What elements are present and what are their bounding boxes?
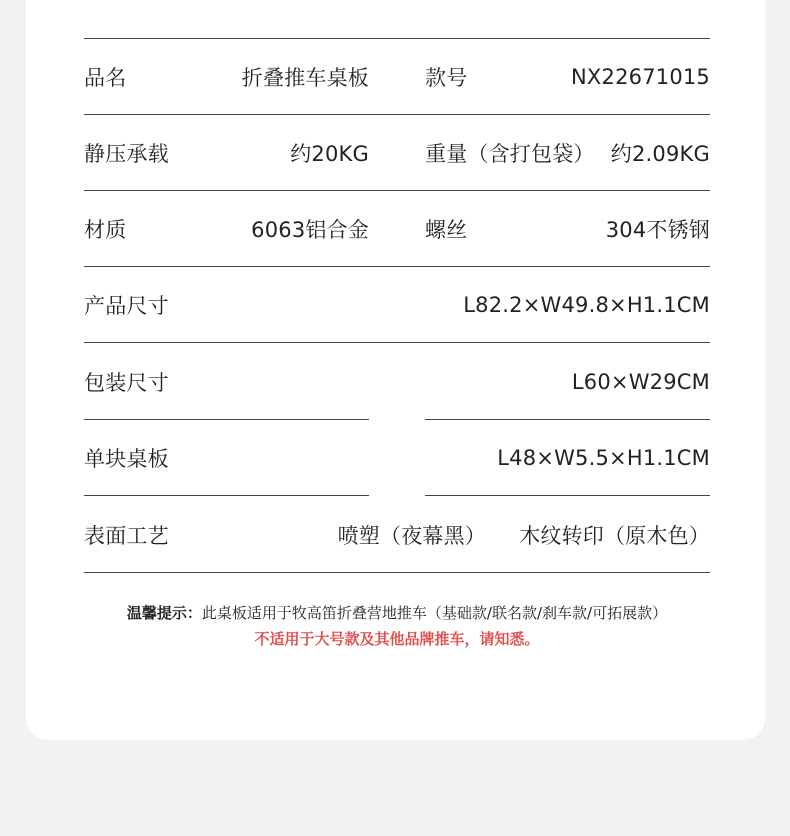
spec-label-material: 材质 — [84, 218, 127, 242]
spec-value-product-name: 折叠推车桌板 — [241, 66, 369, 90]
spec-label-single-board: 单块桌板 — [84, 447, 169, 471]
row-divider-left — [84, 495, 369, 496]
spec-value-material: 6063铝合金 — [251, 218, 369, 242]
spec-row-name — [84, 39, 710, 115]
spec-value-surface-black: 喷塑（夜幕黑） — [337, 524, 486, 548]
spec-value-model: NX22671015 — [571, 65, 710, 89]
spec-label-product-name: 品名 — [84, 66, 127, 90]
spec-label-product-size: 产品尺寸 — [84, 294, 169, 318]
spec-label-static-load: 静压承载 — [84, 142, 169, 166]
spec-value-single-board: L48×W5.5×H1.1CM — [497, 446, 710, 470]
spec-label-weight: 重量（含打包袋） — [425, 142, 595, 166]
spec-value-surface-wood: 木纹转印（原木色） — [519, 524, 710, 548]
notice-prefix: 温馨提示： — [126, 604, 202, 622]
notice-line — [84, 600, 710, 626]
notice-block — [84, 600, 710, 652]
spec-label-package-size: 包装尺寸 — [84, 371, 169, 395]
spec-value-product-size: L82.2×W49.8×H1.1CM — [463, 293, 710, 317]
spec-row-product-size — [84, 267, 710, 343]
spec-label-screw: 螺丝 — [425, 218, 468, 242]
spec-label-surface: 表面工艺 — [84, 524, 169, 548]
row-divider — [84, 342, 710, 343]
spec-value-screw: 304不锈钢 — [605, 218, 710, 242]
row-divider — [84, 572, 710, 573]
notice-warning: 不适用于大号款及其他品牌推车，请知悉。 — [254, 630, 540, 648]
spec-row-load-weight — [84, 115, 710, 191]
spec-row-surface — [84, 497, 710, 573]
spec-label-model: 款号 — [425, 66, 468, 90]
row-divider-right — [425, 495, 710, 496]
spec-row-single-board — [84, 420, 710, 496]
spec-value-weight: 约2.09KG — [610, 142, 710, 166]
spec-row-material — [84, 191, 710, 267]
notice-text: 此桌板适用于牧高笛折叠营地推车（基础款/联名款/刹车款/可拓展款） — [201, 604, 668, 622]
spec-value-static-load: 约20KG — [290, 142, 369, 166]
spec-value-package-size: L60×W29CM — [571, 370, 710, 394]
spec-row-package-size — [84, 344, 710, 420]
